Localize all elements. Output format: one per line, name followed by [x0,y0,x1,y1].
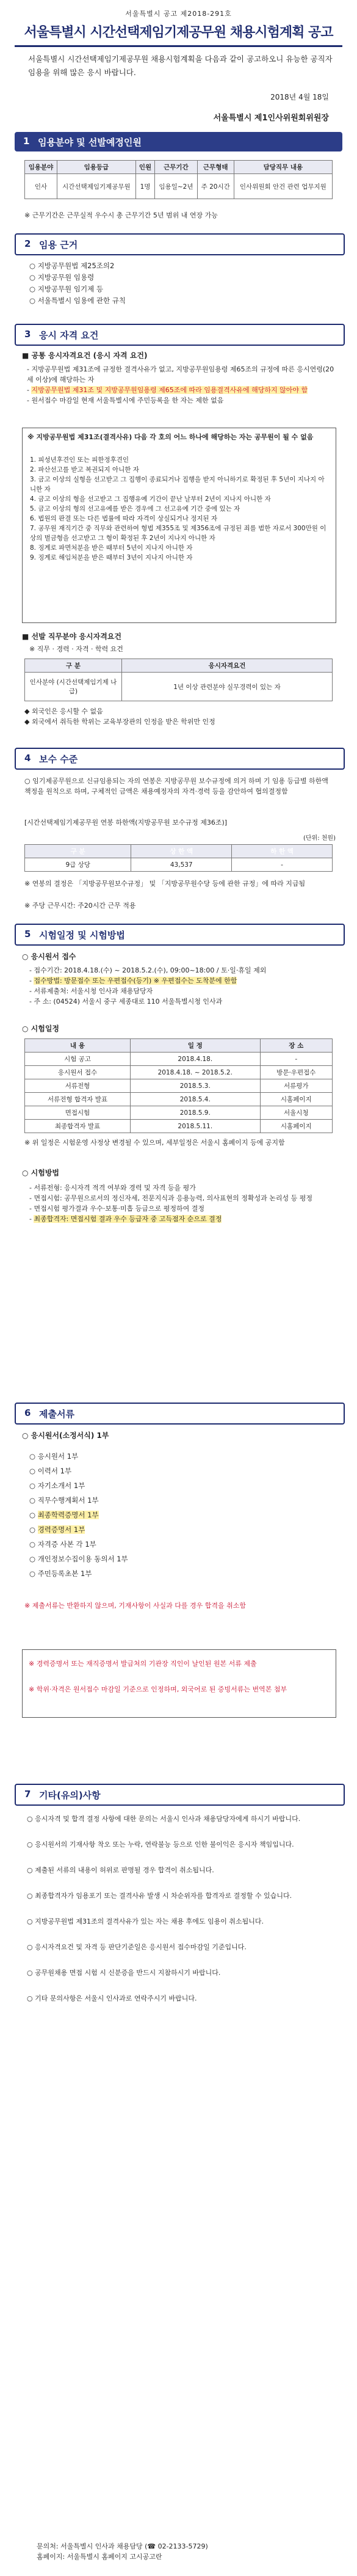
notice-list [27,1813,335,2018]
table-header: 하 한 액 [232,845,333,858]
method-list [29,1183,334,1224]
list-item: ○ 주민등록초본 1부 [29,1569,92,1578]
table-header: 임용등급 [57,161,135,174]
table-header: 임용분야 [25,161,57,174]
table-header: 일 정 [131,1039,261,1053]
section-number: 7 [24,1789,31,1800]
schedule-heading: ○ 시험일정 [22,1024,60,1033]
list-item: ○ 공무원채용 면접 시험 시 신분증을 반드시 지참하시기 바랍니다. [27,1969,221,1977]
table-row: 면접시험 2018.5.9. 서울시청 [25,1106,333,1120]
schedule-table [24,1038,333,1133]
table-cell: 43,537 [131,858,232,872]
documents-list [29,1449,334,1581]
documents-notice-box [22,1649,336,1718]
list-item: ◆ 외국인은 응시할 수 없음 [24,707,103,715]
apply-table [24,659,333,701]
documents-box-line: ※ 학위·자격은 원서접수 마감일 기준으로 인정하며, 외국어로 된 증빙서류는 번역본 첨부 [29,1685,287,1693]
table-cell: 인사분야 (시간선택제임기제 나급) [25,673,122,701]
table-cell: 주 20시간 [197,174,234,199]
section-2-header [15,233,345,255]
list-item: ○ 기타 문의사항은 서울시 인사과로 연락주시기 바랍니다. [27,1994,197,2002]
contact-info [37,2541,330,2562]
table-header: 담당직무 내용 [234,161,332,174]
table-cell: 인사 [25,174,57,199]
title-divider [15,45,342,47]
list-item: 5. 금고 이상의 형의 선고유예를 받은 경우에 그 선고유예 기간 중에 있는 자 [30,505,240,513]
table-cell: 9급 상당 [25,858,131,872]
list-item: - 지방공무원법 제31조에 규정한 결격사유가 없고, 지방공무원임용령 제65조의 규정에 따른 응시연령(20세 이상)에 해당하는 자 [27,365,334,384]
method-heading: ○ 시험방법 [22,1169,60,1177]
list-item: ○ 지방공무원법 제31조의 결격사유가 있는 자는 채용 후에도 임용이 취소됩니다. [27,1917,264,1925]
section-1-header [15,132,342,151]
section-4-header [15,748,345,770]
list-item: ○ 경력증명서 1부 [29,1525,85,1534]
table-header: 근무기간 [155,161,198,174]
table-row [25,858,333,872]
notice-number: 서울특별시 공고 제2018-291호 [125,10,232,18]
section-label: 제출서류 [39,1409,74,1420]
section-number: 6 [24,1407,31,1418]
table-cell: 인사위원회 안건 관련 업무지원 [234,174,332,199]
page-title: 서울특별시 시간선택제임기제공무원 채용시험계획 공고 [24,25,333,40]
table-row: 최종합격자 발표 2018.5.11. 시홈페이지 [25,1120,333,1133]
table-row [25,174,333,199]
qualification-heading: ■ 공통 응시자격요건 (응시 자격 요건) [22,351,148,360]
table-cell: - [232,858,333,872]
table-cell: 시간선택제임기제공무원 [57,174,135,199]
section-number: 3 [24,329,31,340]
list-item: ○ 지방공무원 임용령 [29,273,95,282]
list-item: - 접수기간: 2018.4.18.(수) ~ 2018.5.2.(수), 09:00~18:00 / 토·일·휴일 제외 [29,966,267,974]
disqualification-heading: ※ 지방공무원법 제31조(결격사유) 다음 각 호의 어느 하나에 해당하는 자는 공무원이 될 수 없음 [27,433,314,441]
section-label: 응시 자격 요건 [39,330,99,341]
table-row: 시험 공고 2018.4.18. - [25,1053,333,1066]
contact-homepage: 홈페이지: 서울특별시 홈페이지 고시공고란 [37,2553,162,2561]
list-item: - 지방공무원법 제31조 및 지방공무원임용령 제65조에 따라 임용결격사유에 해당하지 않아야 함 [27,386,308,394]
list-item: ○ 최종학력증명서 1부 [29,1511,99,1519]
section-label: 임용 근거 [39,239,78,250]
apply-note: ※ 직무 · 경력 · 자격 · 학력 요건 [29,645,123,653]
apply-bottom-notes [24,706,333,727]
application-list [29,965,334,1007]
recruit-note: ※ 근무기간은 근무실적 우수시 총 근무기간 5년 범위 내 연장 가능 [24,211,218,219]
list-item: ◆ 외국에서 취득한 학위는 교육부장관의 인정을 받은 학위만 인정 [24,718,215,726]
list-item: - 면접시험: 공무원으로서의 정신자세, 전문지식과 응용능력, 의사표현의 정확성과 논리성 등 평정 [29,1194,313,1202]
issuing-org: 서울특별시 제1인사위원회위원장 [213,114,329,123]
list-item: 4. 금고 이상의 형을 선고받고 그 집행유예 기간이 끝난 날부터 2년이 지나지 아니한 자 [30,495,271,503]
list-item: - 원서접수 마감일 현재 서울특별시에 주민등록을 한 자는 제한 없음 [27,396,224,404]
table-row: 서류전형 2018.5.3. 서류평가 [25,1079,333,1093]
recruit-table [24,160,333,199]
section-label: 기타(유의)사항 [39,1790,101,1801]
section-number: 1 [23,136,30,147]
section-label: 임용분야 및 선발예정인원 [38,137,142,148]
table-row: 서류전형 합격자 발표 2018.5.4. 시홈페이지 [25,1093,333,1106]
list-item: - 주 소: (04524) 서울시 중구 세종대로 110 서울특별시청 인사과 [29,998,223,1005]
list-item: ○ 지방공무원법 제25조의2 [29,261,115,270]
application-heading: ○ 응시원서 접수 [22,952,76,961]
section-number: 2 [24,238,31,249]
list-item: - 접수방법: 방문접수 또는 우편접수(등기) ※ 우편접수는 도착분에 한함 [29,977,237,985]
list-item: ○ 응시자격요건 및 자격 등 판단기준일은 응시원서 접수마감일 기준입니다. [27,1943,247,1951]
salary-text: ○ 임기제공무원으로 신규임용되는 자의 연봉은 지방공무원 보수규정에 의거 하며 기 임용 등급별 하한액 책정을 원칙으로 하며, 구체적인 금액은 채용예정자의 자격·경력 등을 감안하여 협의결정함 [24,777,328,795]
section-7-header [15,1784,345,1806]
list-item: ○ 제출된 서류의 내용이 허위로 판명될 경우 합격이 취소됩니다. [27,1866,214,1874]
list-item: ○ 직무수행계획서 1부 [29,1496,99,1505]
section-number: 5 [24,929,31,940]
list-item: ○ 서울특별시 임용에 관한 규칙 [29,296,126,305]
salary-unit: (단위: 천원) [303,835,336,842]
list-item: 2. 파산선고를 받고 복권되지 아니한 자 [30,466,139,473]
documents-heading: ○ 응시원서(소정서식) 1부 [22,1431,109,1440]
salary-note: ※ 연봉의 결정은 「지방공무원보수규정」 및 「지방공무원수당 등에 관한 규정」에 따라 지급됨 [24,880,306,888]
list-item: 1. 피성년후견인 또는 피한정후견인 [30,456,129,464]
list-item: - 면접시험 평가결과 우수·보통·미흡 등급으로 평정하여 결정 [29,1205,204,1213]
section-label: 보수 수준 [39,754,78,765]
apply-heading: ■ 선발 직무분야 응시자격요건 [22,632,121,641]
legal-basis-list [29,260,322,307]
list-item: ○ 지방공무원 임기제 등 [29,285,103,293]
salary-note-2: ※ 주당 근무시간: 주20시간 근무 적용 [24,902,136,910]
table-header: 상 한 액 [131,845,232,858]
contact-phone: 문의처: 서울특별시 인사과 채용담당 (☎ 02-2133-5729) [37,2542,208,2550]
section-5-header [15,924,345,946]
table-header: 인원 [135,161,154,174]
table-row: 응시원서 접수 2018.4.18. ~ 2018.5.2. 방문·우편접수 [25,1066,333,1079]
table-header: 내 용 [25,1039,131,1053]
qualification-lines [27,364,335,406]
table-header: 근무형태 [197,161,234,174]
table-cell: 1년 이상 관련분야 실무경력이 있는 자 [122,673,333,701]
table-header: 구 분 [25,845,131,858]
list-item: 7. 공무원 재직기간 중 직무와 관련하여 형법 제355조 및 제356조에 규정된 죄를 범한 자로서 300만원 이상의 벌금형을 선고받고 그 형이 확정된 후 2년이 지나지 아니한 자 [30,525,326,542]
list-item: ○ 자격증 사본 각 1부 [29,1540,96,1549]
list-item: 8. 징계로 파면처분을 받은 때부터 5년이 지나지 아니한 자 [30,544,193,552]
table-header: 응시자격요건 [122,659,333,673]
list-item: 3. 금고 이상의 실형을 선고받고 그 집행이 종료되거나 집행을 받지 아니하기로 확정된 후 5년이 지나지 아니한 자 [30,476,325,493]
section-label: 시험일정 및 시험방법 [39,930,125,941]
list-item: ○ 최종합격자가 임용포기 또는 결격사유 발생 시 차순위자를 합격자로 결정할 수 있습니다. [27,1892,292,1900]
table-row [25,673,333,701]
documents-box-line: ※ 경력증명서 또는 재직증명서 발급처의 기관장 직인이 날인된 원본 서류 제출 [29,1660,257,1668]
list-item: ○ 응시자격 및 합격 결정 사항에 대한 문의는 서울시 인사과 채용담당자에게 하시기 바랍니다. [27,1815,301,1823]
list-item: ○ 개인정보수집이용 동의서 1부 [29,1555,128,1563]
list-item: ○ 이력서 1부 [29,1467,72,1475]
section-6-header [15,1403,345,1425]
table-header: 구 분 [25,659,122,673]
section-3-header [15,324,345,346]
disqualification-list [30,455,330,563]
list-item: ○ 자기소개서 1부 [29,1481,85,1490]
section-number: 4 [24,753,31,764]
salary-table [24,844,333,872]
list-item: ○ 응시원서 1부 [29,1452,79,1461]
list-item: ○ 응시원서의 기재사항 착오 또는 누락, 연락불능 등으로 인한 불이익은 응시자 책임입니다. [27,1841,294,1848]
schedule-note: ※ 위 일정은 시험운영 사정상 변경될 수 있으며, 세부일정은 서울시 홈페이지 등에 공지함 [24,1139,285,1147]
list-item: - 서류제출처: 서울시청 인사과 채용담당자 [29,987,153,995]
table-cell: 1명 [135,174,154,199]
list-item: - 최종합격자: 면접시험 결과 우수 등급자 중 고득점자 순으로 결정 [29,1215,222,1223]
list-item: - 서류전형: 응시자격 적격 여부와 경력 및 자격 등을 평가 [29,1184,196,1192]
notice-date: 2018년 4월 18일 [270,93,329,101]
documents-warning: ※ 제출서류는 반환하지 않으며, 기재사항이 사실과 다를 경우 합격을 취소함 [24,1602,246,1610]
intro-text: 서울특별시 시간선택제임기제공무원 채용시험계획을 다음과 같이 공고하오니 유능한 공직자 임용을 위해 많은 응시 바랍니다. [28,54,333,77]
list-item: 6. 법원의 판결 또는 다른 법률에 따라 자격이 상실되거나 정지된 자 [30,515,218,522]
disqualification-box [22,428,336,623]
table-cell: 임용일~2년 [155,174,198,199]
table-header: 장 소 [260,1039,332,1053]
salary-subtitle: [시간선택제임기제공무원 연봉 하한액(지방공무원 보수규정 제36조)] [24,819,228,826]
list-item: 9. 징계로 해임처분을 받은 때부터 3년이 지나지 아니한 자 [30,554,193,561]
